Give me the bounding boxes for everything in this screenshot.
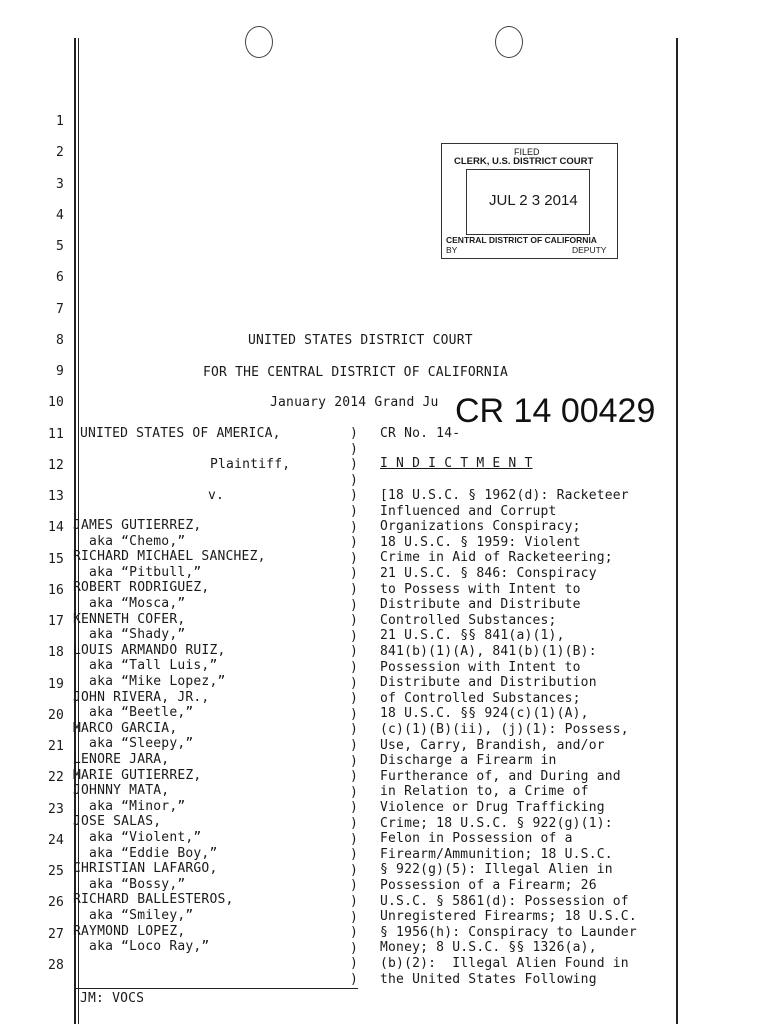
line-number: 28 — [47, 957, 64, 973]
defendant-line: aka “Loco Ray,” — [73, 939, 210, 955]
stamp-clerk: CLERK, U.S. DISTRICT COURT — [454, 156, 594, 167]
right-margin-rule — [676, 38, 678, 1024]
stamp-date-box — [466, 169, 590, 235]
line-number: 16 — [47, 582, 64, 598]
charge-line: Organizations Conspiracy; — [380, 519, 581, 535]
charge-line: Money; 8 U.S.C. §§ 1326(a), — [380, 940, 597, 956]
attorney-initials: JM: VOCS — [80, 991, 145, 1006]
charge-line: [18 U.S.C. § 1962(d): Racketeer — [380, 488, 629, 503]
charge-line: Influenced and Corrupt — [380, 503, 557, 519]
caption-paren: ) — [350, 753, 359, 769]
defendant-line: JOHNNY MATA, — [73, 783, 170, 799]
line-number: 8 — [55, 332, 64, 348]
charge-line: Furtherance of, and During and — [380, 768, 621, 784]
defendant-line: aka “Shady,” — [73, 627, 186, 643]
charge-line: Distribute and Distribution — [380, 675, 597, 691]
defendant-line: aka “Mike Lopez,” — [73, 674, 226, 689]
charge-line: 841(b)(1)(A), 841(b)(1)(B): — [380, 644, 597, 659]
caption-paren: ) — [350, 956, 359, 972]
line-number: 4 — [55, 207, 64, 223]
filed-stamp — [441, 143, 618, 259]
charge-line: of Controlled Substances; — [380, 690, 581, 706]
caption-paren: ) — [350, 862, 359, 878]
charge-line: Discharge a Firearm in — [380, 753, 557, 769]
defendant-line: KENNETH COFER, — [73, 611, 186, 627]
line-number: 13 — [47, 489, 64, 504]
defendant-line: RAYMOND LOPEZ, — [73, 923, 186, 939]
caption-paren: ) — [350, 597, 359, 613]
defendant-line: JOSE SALAS, — [73, 814, 162, 830]
defendant-line: aka “Bossy,” — [73, 876, 186, 892]
caption-bottom-rule — [74, 988, 358, 989]
line-number: 3 — [55, 176, 64, 192]
line-number: 14 — [47, 520, 64, 536]
line-number: 21 — [47, 739, 64, 754]
caption-paren: ) — [350, 878, 359, 894]
caption-paren: ) — [350, 644, 359, 660]
caption-paren: ) — [350, 613, 359, 629]
caption-paren: ) — [350, 894, 359, 909]
line-number: 20 — [47, 707, 64, 723]
punch-hole-left — [245, 26, 273, 58]
line-number: 2 — [55, 145, 64, 161]
charge-line: 18 U.S.C. §§ 924(c)(1)(A), — [380, 706, 589, 722]
caption-paren: ) — [350, 972, 359, 987]
caption-paren: ) — [350, 816, 359, 831]
plaintiff-role: Plaintiff, — [210, 457, 291, 472]
charge-line: 18 U.S.C. § 1959: Violent — [380, 534, 581, 550]
plaintiff-name: UNITED STATES OF AMERICA, — [80, 426, 281, 441]
caption-paren: ) — [350, 550, 359, 566]
charge-line: (c)(1)(B)(ii), (j)(1): Possess, — [380, 722, 629, 737]
grand-jury: January 2014 Grand Ju — [270, 395, 439, 410]
defendant-line: aka “Beetle,” — [73, 705, 194, 721]
caption-paren: ) — [350, 535, 359, 551]
caption-paren: ) — [350, 519, 359, 535]
caption-paren: ) — [350, 582, 359, 597]
line-number: 27 — [47, 926, 64, 942]
charge-line: Crime; 18 U.S.C. § 922(g)(1): — [380, 815, 613, 831]
defendant-line: JAMES GUTIERREZ, — [73, 518, 202, 533]
line-number: 12 — [47, 457, 64, 473]
caption-paren: ) — [350, 504, 359, 519]
defendant-line: LENORE JARA, — [73, 752, 170, 767]
document-title: I N D I C T M E N T — [380, 456, 533, 471]
court-name: UNITED STATES DISTRICT COURT — [248, 333, 473, 348]
defendant-line: aka “Smiley,” — [73, 908, 194, 923]
charge-line: Possession with Intent to — [380, 659, 581, 675]
charge-line: 21 U.S.C. §§ 841(a)(1), — [380, 628, 565, 644]
line-number: 9 — [55, 364, 64, 379]
defendant-line: CHRISTIAN LAFARGO, — [73, 861, 218, 877]
defendant-line: aka “Tall Luis,” — [73, 658, 218, 674]
caption-paren: ) — [350, 675, 359, 691]
stamp-date: JUL 2 3 2014 — [489, 192, 578, 209]
line-number: 23 — [47, 801, 64, 817]
line-number: 17 — [47, 614, 64, 629]
caption-paren: ) — [350, 909, 359, 925]
charge-line: Distribute and Distribute — [380, 597, 581, 613]
caption-paren: ) — [350, 847, 359, 863]
line-number: 7 — [55, 301, 64, 317]
charge-line: § 922(g)(5): Illegal Alien in — [380, 862, 613, 878]
caption-paren: ) — [350, 628, 359, 644]
caption-paren: ) — [350, 566, 359, 582]
caption-paren: ) — [350, 457, 359, 473]
charge-line: Crime in Aid of Racketeering; — [380, 550, 613, 566]
defendant-line: MARIE GUTIERREZ, — [73, 767, 202, 783]
defendant-line: aka “Chemo,” — [73, 533, 186, 549]
caption-paren: ) — [350, 488, 359, 504]
caption-paren: ) — [350, 769, 359, 785]
caption-paren: ) — [350, 784, 359, 800]
defendant-line: aka “Minor,” — [73, 798, 186, 814]
charge-line: § 1956(h): Conspiracy to Launder — [380, 924, 637, 940]
court-district: FOR THE CENTRAL DISTRICT OF CALIFORNIA — [203, 365, 509, 380]
charge-line: Controlled Substances; — [380, 612, 557, 628]
charge-line: the United States Following — [380, 971, 597, 987]
versus: v. — [208, 488, 225, 503]
line-number: 24 — [47, 832, 64, 848]
defendant-line: LOUIS ARMANDO RUIZ, — [73, 642, 226, 658]
charge-line: Possession of a Firearm; 26 — [380, 878, 597, 893]
charge-line: (b)(2): Illegal Alien Found in — [380, 956, 629, 971]
defendant-line: RICHARD BALLESTEROS, — [73, 892, 234, 908]
line-number: 15 — [47, 551, 64, 567]
charge-line: in Relation to, a Crime of — [380, 784, 589, 800]
line-number: 1 — [55, 114, 64, 129]
charge-line: Unregistered Firearms; 18 U.S.C. — [380, 909, 637, 925]
charge-line: Firearm/Ammunition; 18 U.S.C. — [380, 846, 613, 862]
defendant-line: aka “Mosca,” — [73, 596, 186, 611]
defendant-line: aka “Sleepy,” — [73, 736, 194, 752]
defendant-line: JOHN RIVERA, JR., — [73, 689, 210, 705]
line-number: 25 — [47, 864, 64, 879]
charge-line: 21 U.S.C. § 846: Conspiracy — [380, 566, 597, 581]
line-number: 19 — [47, 676, 64, 692]
punch-hole-right — [495, 26, 523, 58]
stamp-by: BY — [446, 245, 458, 255]
charge-line: Use, Carry, Brandish, and/or — [380, 737, 605, 753]
defendant-line: aka “Eddie Boy,” — [73, 845, 218, 861]
caption-paren: ) — [350, 691, 359, 707]
caption-paren: ) — [350, 925, 359, 941]
defendant-line: aka “Pitbull,” — [73, 564, 202, 580]
case-no: CR No. 14- — [380, 426, 461, 441]
charge-line: Felon in Possession of a — [380, 831, 573, 847]
line-number: 18 — [47, 645, 64, 661]
defendant-line: aka “Violent,” — [73, 830, 202, 845]
caption-paren: ) — [350, 426, 359, 441]
caption-paren: ) — [350, 660, 359, 675]
stamp-deputy: DEPUTY — [572, 245, 607, 255]
defendant-line: ROBERT RODRIGUEZ, — [73, 580, 210, 596]
charge-line: U.S.C. § 5861(d): Possession of — [380, 893, 629, 909]
line-number: 5 — [55, 239, 64, 254]
line-number: 10 — [47, 395, 64, 411]
caption-paren: ) — [350, 831, 359, 847]
caption-paren: ) — [350, 722, 359, 738]
caption-paren: ) — [350, 472, 359, 488]
line-number: 26 — [47, 895, 64, 911]
caption-paren: ) — [350, 441, 359, 457]
defendant-line: MARCO GARCIA, — [73, 720, 178, 736]
caption-paren: ) — [350, 800, 359, 816]
caption-paren: ) — [350, 940, 359, 956]
line-number: 6 — [55, 270, 64, 286]
stamp-filed: FILED — [514, 147, 540, 157]
line-number: 22 — [47, 770, 64, 786]
caption-paren: ) — [350, 738, 359, 753]
charge-line: Violence or Drug Trafficking — [380, 800, 605, 815]
caption-paren: ) — [350, 706, 359, 722]
charge-line: to Possess with Intent to — [380, 581, 581, 597]
stamp-district: CENTRAL DISTRICT OF CALIFORNIA — [446, 235, 597, 245]
line-number: 11 — [47, 426, 64, 442]
defendant-line: RICHARD MICHAEL SANCHEZ, — [73, 549, 266, 565]
case-number-stamp: CR 14 00429 — [455, 392, 656, 430]
